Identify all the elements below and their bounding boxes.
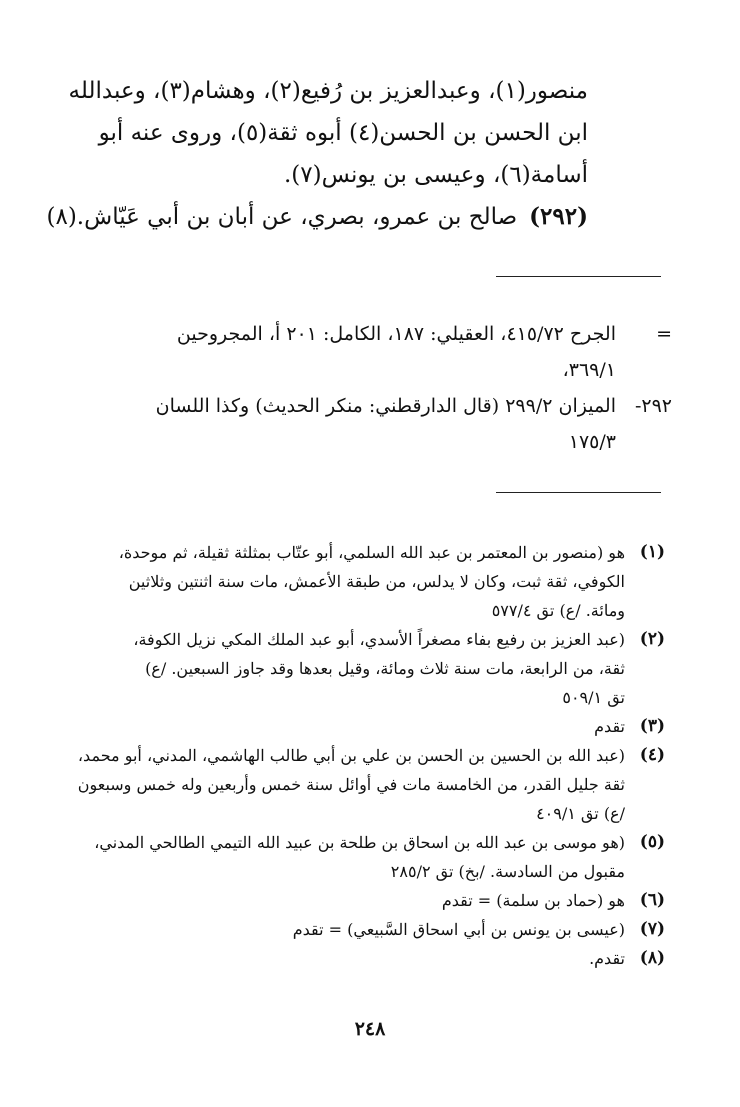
page-number: ٢٤٨ <box>354 1018 386 1040</box>
footnote-text <box>65 625 625 712</box>
footnote <box>65 828 665 886</box>
footnote-text <box>65 915 625 944</box>
reference-line: ١٧٥/٣ <box>568 431 616 453</box>
footnote <box>65 741 665 828</box>
footnote <box>65 712 665 741</box>
footnote-text <box>65 886 625 915</box>
footnote-text <box>65 741 625 828</box>
footnote-line: /ع) تق ٤٠٩/١ <box>536 804 625 823</box>
footnote-line: ثقة جليل القدر، من الخامسة مات في أوائل سنة خمس وأربعين وله خمس وسبعون <box>77 775 625 794</box>
reference-line: الميزان ٢٩٩/٢ (قال الدارقطني: منكر الحديث) وكذا اللسان <box>155 395 616 417</box>
footnote-line: مقبول من السادسة. /بخ) تق ٢٨٥/٢ <box>390 862 625 881</box>
footnote-text <box>65 712 625 741</box>
footnote-text <box>65 944 625 973</box>
reference-text <box>67 316 616 388</box>
section-divider <box>496 276 661 277</box>
footnote-number: (١) <box>639 542 665 562</box>
footnote-line: (عيسى بن يونس بن أبي اسحاق السَّبيعي) = تقدم <box>292 920 625 939</box>
narrator-entry <box>46 196 588 238</box>
main-text-line: أسامة(٦)، وعيسى بن يونس(٧). <box>284 162 588 188</box>
reference-mark: = <box>656 323 672 345</box>
references-section <box>67 316 672 460</box>
reference-line: الجرح ٤١٥/٧٢، العقيلي: ١٨٧، الكامل: ٢٠١ أ، المجروحين <box>176 323 616 345</box>
reference-item <box>67 388 672 460</box>
footnote-line: (عبد العزيز بن رفيع بفاء مصغراً الأسدي، أبو عبد الملك المكي نزيل الكوفة، <box>133 630 625 649</box>
footnote-number: (٧) <box>639 919 665 939</box>
reference-line: ٣٦٩/١، <box>562 359 616 381</box>
footnote-text <box>65 828 625 886</box>
footnote-line: هو (منصور بن المعتمر بن عبد الله السلمي، أبو عتّاب بمثلثة ثقيلة، ثم موحدة، <box>118 543 625 562</box>
footnote-line: (عبد الله بن الحسين بن الحسن بن علي بن أبي طالب الهاشمي، المدني، أبو محمد، <box>77 746 625 765</box>
entry-number: (٢٩٢) <box>529 203 588 230</box>
footnote-number: (٦) <box>639 890 665 910</box>
footnotes-section <box>65 538 665 973</box>
footnote <box>65 944 665 973</box>
footnote <box>65 886 665 915</box>
reference-mark: ٢٩٢- <box>634 395 672 417</box>
section-divider <box>496 492 661 493</box>
footnote-line: ثقة، من الرابعة، مات سنة ثلاث ومائة، وقيل بعدها وقد جاوز السبعين. /ع) <box>145 659 625 678</box>
footnote-line: هو (حماد بن سلمة) = تقدم <box>441 891 625 910</box>
footnote <box>65 538 665 625</box>
main-text-line: منصور(١)، وعبدالعزيز بن رُفيع(٢)، وهشام(٣)، وعبدالله <box>68 78 588 104</box>
footnote-line: تقدم <box>594 717 625 736</box>
entry-text: صالح بن عمرو، بصري، عن أبان بن أبي عَيّاش.(٨) <box>46 204 518 230</box>
footnote-line: تقدم. <box>589 949 625 968</box>
footnote-line: (هو موسى بن عبد الله بن اسحاق بن طلحة بن عبيد الله التيمي الطالحي المدني، <box>94 833 625 852</box>
footnote <box>65 625 665 712</box>
reference-text <box>67 388 616 460</box>
main-text <box>46 70 588 238</box>
footnote-number: (٨) <box>639 948 665 968</box>
footnote-number: (٤) <box>639 745 665 765</box>
footnote-line: تق ٥٠٩/١ <box>562 688 625 707</box>
footnote-line: ومائة. /ع) تق ٥٧٧/٤ <box>491 601 625 620</box>
main-text-line: ابن الحسن بن الحسن(٤) أبوه ثقة(٥)، وروى عنه أبو <box>98 120 588 146</box>
footnote-number: (٢) <box>639 629 665 649</box>
footnote-number: (٣) <box>639 716 665 736</box>
footnote <box>65 915 665 944</box>
footnote-number: (٥) <box>639 832 665 852</box>
footnote-text <box>65 538 625 625</box>
reference-item <box>67 316 672 388</box>
footnote-line: الكوفي، ثقة ثبت، وكان لا يدلس، من طبقة الأعمش، مات سنة اثنتين وثلاثين <box>128 572 625 591</box>
